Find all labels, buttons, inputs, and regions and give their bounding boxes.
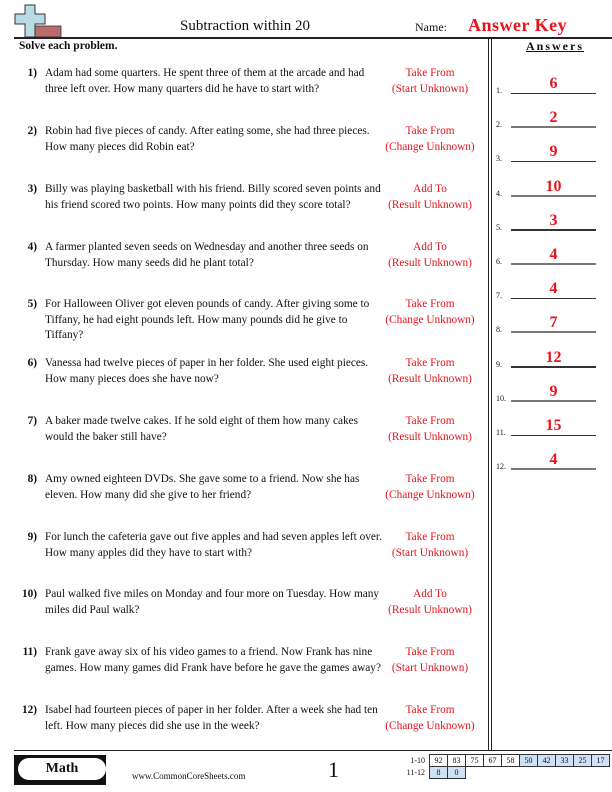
category-subtype: (Start Unknown) <box>391 661 469 674</box>
category-subtype: (Change Unknown) <box>385 488 475 501</box>
answer-row <box>496 107 606 129</box>
problem-category <box>374 356 486 387</box>
problem-text: Adam had some quarters. He spent three of them at the arcade and had three left over. How many quarters did he have to start with? <box>45 67 365 95</box>
problem-category <box>374 297 486 328</box>
category-subtype: (Result Unknown) <box>388 430 472 443</box>
problem-text: For Halloween Oliver got eleven pounds of candy. After giving some to Tiffany, he had eight pounds left. How many pounds did he give to Tiffany? <box>45 298 370 341</box>
answer-label: 5. <box>496 222 502 232</box>
problem-number: 12) <box>21 704 37 716</box>
score-row <box>395 755 610 767</box>
problem-number: 11) <box>22 646 37 658</box>
score-table <box>395 754 610 779</box>
category-type: Take From <box>405 415 455 427</box>
category-type: Take From <box>405 125 455 137</box>
problem-text: A baker made twelve cakes. If he sold eight of them how many cakes would the baker still have? <box>45 415 359 443</box>
instructions: Solve each problem. <box>19 40 118 52</box>
score-cell: 92 <box>430 755 448 767</box>
answer-value[interactable]: 4 <box>549 280 558 298</box>
category-type: Take From <box>405 298 455 310</box>
answer-label: 1. <box>496 86 502 95</box>
score-cell: 58 <box>502 755 520 767</box>
answer-value[interactable]: 9 <box>549 382 558 400</box>
problem-number: 2) <box>27 125 37 137</box>
answer-row <box>496 347 606 369</box>
category-subtype: (Result Unknown) <box>388 603 472 616</box>
score-cell: 8 <box>430 767 448 779</box>
category-subtype: (Result Unknown) <box>388 256 472 269</box>
category-type: Take From <box>405 473 455 485</box>
score-cell: 67 <box>484 755 502 767</box>
category-type: Take From <box>405 646 455 658</box>
problem-category <box>374 240 486 271</box>
problem-text: For lunch the cafeteria gave out five apples and had seven apples left over. How many apples did they have to start with? <box>45 531 382 559</box>
problem-number: 10) <box>21 588 37 600</box>
answer-label: 11. <box>496 428 506 437</box>
answer-row <box>496 278 606 300</box>
score-range: 1-10 <box>410 756 425 765</box>
score-cell: 50 <box>520 755 538 767</box>
problem-text: Billy was playing basketball with his friend. Billy scored seven points and his friend scored two points. How many points did they score total? <box>45 183 381 211</box>
problem-number: 6) <box>27 357 37 369</box>
problem-category <box>374 182 486 213</box>
problem-text: A farmer planted seven seeds on Wednesday and another three seeds on Thursday. How many seeds did he plant total? <box>45 241 369 269</box>
problem-number: 7) <box>27 415 37 427</box>
problem-number: 3) <box>27 183 37 195</box>
category-subtype: (Start Unknown) <box>391 546 469 559</box>
problem-category <box>374 66 486 97</box>
problem-text: Isabel had fourteen pieces of paper in her folder. After a week she had ten left. How many pieces did she use in the week? <box>45 704 378 732</box>
problem-category <box>374 472 486 503</box>
answer-value[interactable]: 3 <box>549 211 558 229</box>
problem-number: 5) <box>27 298 37 310</box>
answer-row <box>496 415 606 437</box>
problem-text: Amy owned eighteen DVDs. She gave some to a friend. Now she has eleven. How many did she give to her friend? <box>45 473 360 501</box>
column-divider <box>488 39 492 750</box>
problem-text: Frank gave away six of his video games to a friend. Now Frank has nine games. How many games did Frank have before he gave the games away? <box>45 646 381 674</box>
answer-value[interactable]: 6 <box>549 75 558 92</box>
answer-value[interactable]: 2 <box>549 109 558 127</box>
problem-number: 4) <box>27 241 37 253</box>
footer-divider <box>14 750 612 751</box>
score-row <box>395 767 610 779</box>
problem-number: 8) <box>27 473 37 485</box>
category-subtype: (Result Unknown) <box>388 372 472 385</box>
score-cell: 75 <box>466 755 484 767</box>
category-subtype: (Change Unknown) <box>385 313 475 326</box>
score-range: 11-12 <box>406 768 425 777</box>
answer-row <box>496 141 606 163</box>
score-cell: 33 <box>556 755 574 767</box>
problem-category <box>374 414 486 445</box>
answer-label: 6. <box>496 257 502 266</box>
answer-value[interactable]: 4 <box>549 451 558 469</box>
answer-row <box>496 449 606 471</box>
name-value: Answer Key <box>468 15 568 35</box>
problem-number: 9) <box>27 531 37 543</box>
answer-value[interactable]: 9 <box>549 143 558 161</box>
problem-text: Vanessa had twelve pieces of paper in her folder. She used eight pieces. How many pieces does she have now? <box>45 357 369 385</box>
problem-category <box>374 124 486 155</box>
answer-row <box>496 73 606 95</box>
plus-minus-icon <box>14 4 62 38</box>
category-subtype: (Change Unknown) <box>385 719 475 732</box>
answer-value[interactable]: 12 <box>545 348 562 366</box>
problem-category <box>374 530 486 561</box>
category-subtype: (Change Unknown) <box>385 140 475 153</box>
problem-text: Robin had five pieces of candy. After eating some, she had three pieces. How many pieces did Robin eat? <box>45 125 370 153</box>
name-label: Name: <box>415 20 447 34</box>
subject-label: Math <box>18 758 106 780</box>
answer-label: 8. <box>496 325 502 335</box>
answer-label: 9. <box>496 359 502 369</box>
problem-category <box>374 645 486 676</box>
problem-number: 1) <box>27 67 37 79</box>
page-number: 1 <box>328 757 339 782</box>
problem-category <box>374 587 486 618</box>
website-link[interactable]: www.CommonCoreSheets.com <box>132 771 246 781</box>
answer-value[interactable]: 10 <box>545 177 562 195</box>
category-type: Take From <box>405 357 455 369</box>
category-type: Take From <box>405 704 455 716</box>
answer-row <box>496 312 606 334</box>
problem-category <box>374 703 486 734</box>
category-subtype: (Start Unknown) <box>391 82 469 95</box>
answer-label: 10. <box>496 393 506 403</box>
answers-heading: Answers <box>526 39 584 53</box>
category-type: Add To <box>413 183 447 195</box>
score-cell: 42 <box>538 755 556 767</box>
answer-value[interactable]: 7 <box>549 314 558 332</box>
category-type: Add To <box>413 588 447 600</box>
answer-label: 3. <box>496 154 502 164</box>
answer-label: 7. <box>496 291 502 301</box>
category-subtype: (Result Unknown) <box>388 198 472 211</box>
problem-text: Paul walked five miles on Monday and four more on Tuesday. How many miles did Paul walk? <box>45 588 380 616</box>
answer-label: 4. <box>496 188 502 198</box>
answer-row <box>496 176 606 198</box>
score-cell: 83 <box>448 755 466 767</box>
answer-row <box>496 244 606 266</box>
score-cell: 0 <box>448 767 466 779</box>
answer-value[interactable]: 4 <box>549 246 558 263</box>
answer-label: 12. <box>496 462 506 472</box>
score-cell: 25 <box>574 755 592 767</box>
category-type: Add To <box>413 241 447 253</box>
score-cell: 17 <box>592 755 610 767</box>
answer-label: 2. <box>496 120 502 130</box>
category-type: Take From <box>405 67 455 79</box>
category-type: Take From <box>405 531 455 543</box>
answer-value[interactable]: 15 <box>545 417 562 434</box>
answer-row <box>496 210 606 232</box>
answer-row <box>496 381 606 403</box>
